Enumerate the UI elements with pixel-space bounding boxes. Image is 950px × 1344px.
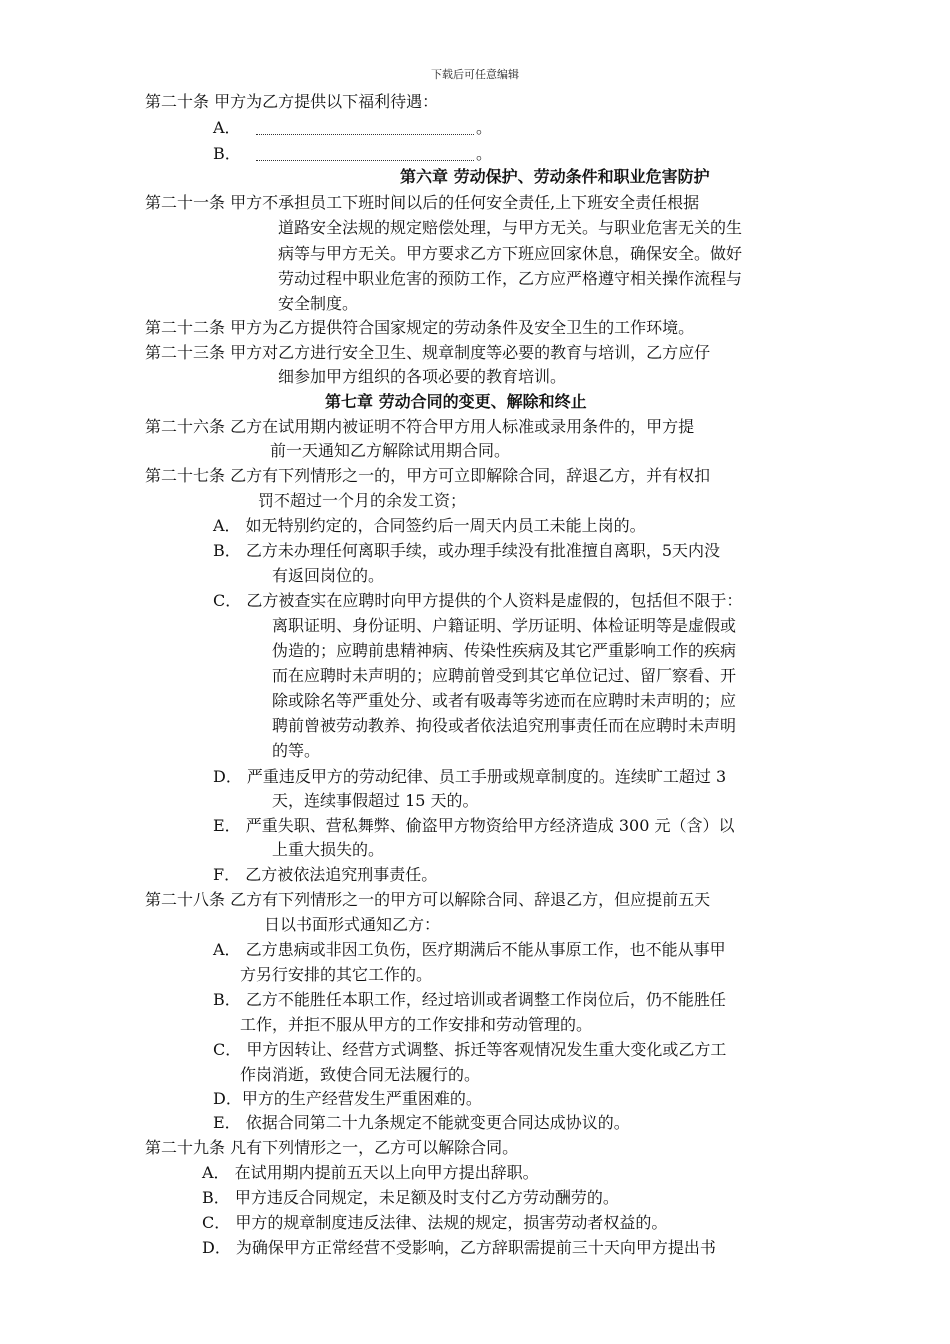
text-line: 安全制度。 [278,294,359,313]
list-item: C． 甲方因转让、经营方式调整、拆迁等客观情况发生重大变化或乙方工 [213,1040,727,1059]
list-item: E． 依据合同第二十九条规定不能就变更合同达成协议的。 [213,1113,630,1132]
text-line: 作岗消逝，致使合同无法履行的。 [240,1065,481,1084]
text-line: 离职证明、身份证明、户籍证明、学历证明、体检证明等是虚假或 [272,616,737,635]
text-line: 劳动过程中职业危害的预防工作，乙方应严格遵守相关操作流程与 [278,269,743,288]
list-item: C． 乙方被查实在应聘时向甲方提供的个人资料是虚假的，包括但不限于： [213,591,743,610]
article-21: 第二十一条 甲方不承担员工下班时间以后的任何安全责任,上下班安全责任根据 [145,193,700,212]
list-item: D． 严重违反甲方的劳动纪律、员工手册或规章制度的。连续旷工超过 3 [213,767,727,786]
text-line: 日以书面形式通知乙方： [264,915,441,934]
article-28: 第二十八条 乙方有下列情形之一的甲方可以解除合同、辞退乙方，但应提前五天 [145,890,711,909]
text-line: 除或除名等严重处分、或者有吸毒等劣迹而在应聘时未声明的；应 [272,691,737,710]
article-26: 第二十六条 乙方在试用期内被证明不符合甲方用人标准或录用条件的，甲方提 [145,417,695,436]
list-item: C． 甲方的规章制度违反法律、法规的规定，损害劳动者权益的。 [202,1213,668,1232]
list-item: B． 乙方不能胜任本职工作，经过培训或者调整工作岗位后，仍不能胜任 [213,990,726,1009]
text-line: 有返回岗位的。 [272,566,385,585]
text-line: 病等与甲方无关。甲方要求乙方下班应回家休息，确保安全。做好 [278,244,743,263]
list-item: B． 甲方违反合同规定，未足额及时支付乙方劳动酬劳的。 [202,1188,619,1207]
text-line: 天，连续事假超过 15 天的。 [272,791,479,810]
list-item: A． 如无特别约定的，合同签约后一周天内员工未能上岗的。 [213,516,646,535]
text-line: 的等。 [272,741,321,760]
item-end-a: 。 [476,118,493,137]
list-item: F． 乙方被依法追究刑事责任。 [213,865,438,884]
article-29: 第二十九条 凡有下列情形之一，乙方可以解除合同。 [145,1138,519,1157]
text-line: 伪造的；应聘前患精神病、传染性疾病及其它严重影响工作的疾病 [272,641,737,660]
text-line: 工作，并拒不服从甲方的工作安排和劳动管理的。 [240,1015,593,1034]
fill-blank-b[interactable] [256,146,474,161]
text-line: 罚不超过一个月的余发工资； [258,491,467,510]
list-item: D． 为确保甲方正常经营不受影响，乙方辞职需提前三十天向甲方提出书 [202,1238,716,1257]
article-20: 第二十条 甲方为乙方提供以下福利待遇： [145,92,439,111]
text-line: 前一天通知乙方解除试用期合同。 [270,441,511,460]
article-23: 第二十三条 甲方对乙方进行安全卫生、规章制度等必要的教育与培训，乙方应仔 [145,343,711,362]
item-label-b: B． [213,144,241,163]
list-item: D．甲方的生产经营发生严重困难的。 [213,1089,482,1108]
article-27: 第二十七条 乙方有下列情形之一的，甲方可立即解除合同，辞退乙方，并有权扣 [145,466,711,485]
text-line: 上重大损失的。 [272,840,385,859]
text-line: 道路安全法规的规定赔偿处理，与甲方无关。与职业危害无关的生 [278,218,743,237]
item-label-a: A． [213,118,241,137]
text-line: 聘前曾被劳动教养、拘役或者依法追究刑事责任而在应聘时未声明 [272,716,737,735]
fill-blank-a[interactable] [256,120,474,135]
chapter-7-title: 第七章 劳动合同的变更、解除和终止 [325,392,587,411]
text-line: 细参加甲方组织的各项必要的教育培训。 [278,367,567,386]
list-item: E． 严重失职、营私舞弊、偷盗甲方物资给甲方经济造成 300 元（含）以 [213,816,735,835]
list-item: A． 在试用期内提前五天以上向甲方提出辞职。 [202,1163,539,1182]
article-22: 第二十二条 甲方为乙方提供符合国家规定的劳动条件及安全卫生的工作环境。 [145,318,695,337]
list-item: B． 乙方未办理任何离职手续，或办理手续没有批准擅自离职，5天内没 [213,541,721,560]
chapter-6-title: 第六章 劳动保护、劳动条件和职业危害防护 [400,167,710,186]
text-line: 而在应聘时未声明的；应聘前曾受到其它单位记过、留厂察看、开 [272,666,737,685]
page-header: 下载后可任意编辑 [431,68,519,81]
text-line: 方另行安排的其它工作的。 [240,965,433,984]
item-end-b: 。 [476,144,493,163]
list-item: A． 乙方患病或非因工负伤，医疗期满后不能从事原工作，也不能从事甲 [213,940,726,959]
